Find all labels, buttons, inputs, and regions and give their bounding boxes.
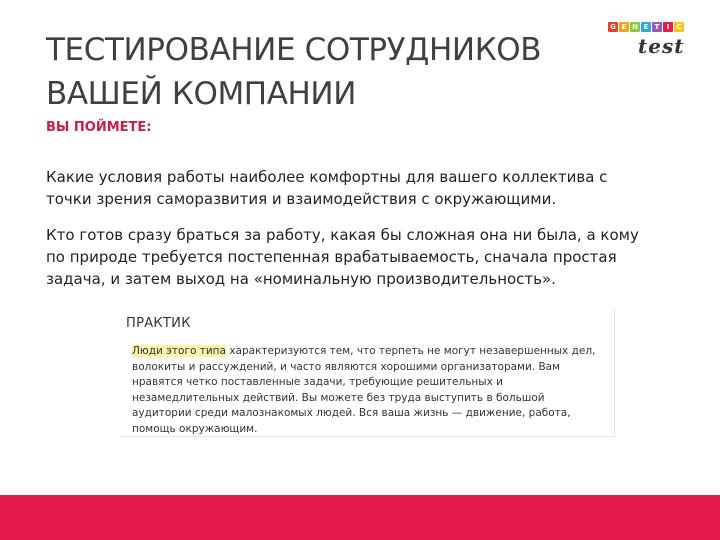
paragraph-work-readiness: Кто готов сразу браться за работу, какая бы сложная она ни была, а кому по природе требуется постепенная врабатываемость, сначала простая задача, и затем выход на «номинальную производительность». (46, 226, 639, 288)
logo-tiles (608, 22, 698, 32)
result-card-title: ПРАКТИК (126, 316, 191, 331)
page-title-line-1: ТЕСТИРОВАНИЕ СОТРУДНИКОВ (46, 32, 542, 68)
page-title (46, 28, 626, 116)
genetic-test-logo (608, 22, 698, 74)
result-card-body: характеризуются тем, что терпеть не могут незавершенных дел, волокиты и рассуждений, и часто являются хорошими организаторами. Вам нравятся четко поставленные задачи, требующие решительных и незамедлительных действий. Вы можете без труда выступить в большой аудитории среди малознакомых людей. Вся ваша жизнь — движение, работа, помощь окружающим. (132, 345, 596, 435)
logo-tile: N (630, 22, 640, 32)
logo-word: test (638, 34, 685, 58)
highlighted-phrase: Люди этого типа (132, 345, 226, 357)
logo-tile: E (619, 22, 629, 32)
result-card-text (132, 344, 602, 437)
logo-tile: T (652, 22, 662, 32)
section-subtitle: ВЫ ПОЙМЕТЕ: (46, 120, 152, 135)
footer-accent-bar (0, 495, 720, 540)
logo-tile: E (641, 22, 651, 32)
paragraph-comfort-conditions: Какие условия работы наиболее комфортны для вашего коллектива с точки зрения саморазвития и взаимодействия с окружающими. (46, 168, 608, 208)
page-title-line-2: ВАШЕЙ КОМПАНИИ (46, 76, 357, 112)
logo-tile: C (674, 22, 684, 32)
logo-tile: G (608, 22, 618, 32)
logo-tile: I (663, 22, 673, 32)
result-card (120, 308, 615, 437)
